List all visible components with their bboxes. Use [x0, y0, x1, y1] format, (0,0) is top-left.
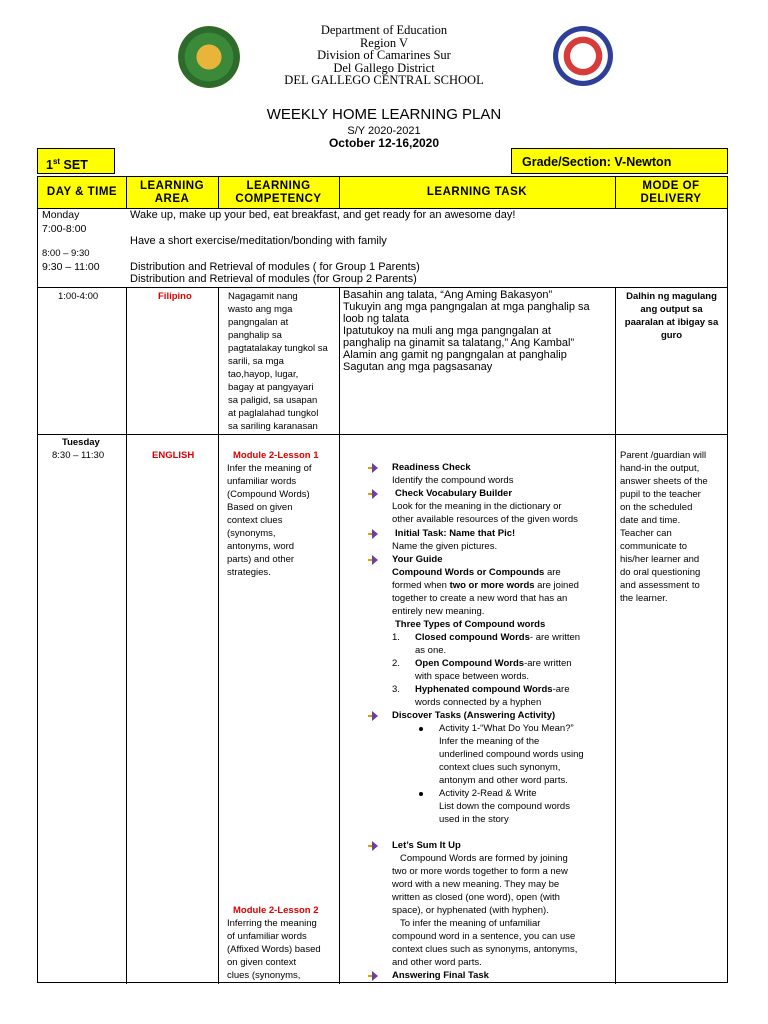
- delivery-line: communicate to: [620, 541, 688, 552]
- competency-line: Infer the meaning of: [227, 463, 312, 474]
- competency-line: pagtatalakay tungkol sa: [228, 343, 328, 354]
- competency-line: sa paligid, sa usapan: [228, 395, 318, 406]
- col-header-learning-task: LEARNING TASK: [426, 186, 528, 198]
- set-label-box: [37, 148, 115, 174]
- col-divider: [218, 177, 219, 208]
- col-header-mode-of-delivery: MODE OF DELIVERY: [640, 179, 702, 205]
- delivery-line: Parent /guardian will: [620, 450, 707, 461]
- competency-line: (Affixed Words) based: [227, 944, 321, 955]
- task-your-guide: Your Guide: [392, 554, 443, 565]
- col-divider: [218, 287, 219, 984]
- row-divider: [38, 287, 727, 288]
- delivery-line: Dalhin ng magulang: [626, 291, 717, 302]
- task-sum-line-6: To infer the meaning of unfamiliar: [400, 918, 541, 929]
- arrow-bullet-icon: [368, 463, 378, 473]
- competency-line: sarili, sa mga: [228, 356, 284, 367]
- competency-line: strategies.: [227, 567, 271, 578]
- set-word: SET: [60, 158, 88, 173]
- task-vocabulary-sub-1: Look for the meaning in the dictionary or: [392, 501, 562, 512]
- filipino-time: 1:00-4:00: [58, 291, 99, 302]
- competency-line: (synonyms,: [227, 528, 276, 539]
- learning-plan-table: [37, 176, 728, 983]
- monday-task-2: Have a short exercise/meditation/bonding with family: [130, 235, 387, 247]
- school-year: S/Y 2020-2021: [347, 125, 421, 137]
- num-1: 1.: [392, 632, 400, 643]
- task-line: Ipatutukoy na muli ang mga pangngalan at: [343, 325, 551, 337]
- tuesday-competency-2: [227, 917, 321, 982]
- tuesday-module-2: Module 2-Lesson 2: [233, 905, 319, 916]
- delivery-line: pupil to the teacher: [620, 489, 701, 500]
- task-activity-2: Activity 2-Read & Write: [439, 788, 537, 799]
- task-final: Answering Final Task: [392, 970, 489, 981]
- dot-bullet-icon: [419, 792, 423, 796]
- col-header-day-time: DAY & TIME: [46, 186, 118, 198]
- task-discover: Discover Tasks (Answering Activity): [392, 710, 556, 721]
- guide-text: are: [544, 567, 561, 578]
- filipino-area: Filipino: [158, 291, 192, 302]
- task-vocabulary-sub-2: other available resources of the given words: [392, 514, 578, 525]
- task-sum-line-2: two or more words together to form a new: [392, 866, 568, 877]
- monday-time-3: 9:30 – 11:00: [42, 261, 100, 273]
- num-2: 2.: [392, 658, 400, 669]
- competency-line: panghalip sa: [228, 330, 282, 341]
- competency-line: Based on given: [227, 502, 293, 513]
- task-three-types: Three Types of Compound words: [395, 619, 546, 630]
- task-sum-line-3: word with a new meaning. They may be: [392, 879, 560, 890]
- page-title: WEEKLY HOME LEARNING PLAN: [266, 106, 502, 123]
- competency-line: unfamiliar words: [227, 476, 297, 487]
- task-readiness-sub: Identify the compound words: [392, 475, 514, 486]
- task-closed-line-2: as one.: [415, 645, 447, 656]
- delivery-line: the learner.: [620, 593, 668, 604]
- task-initial: Initial Task: Name that Pic!: [395, 528, 516, 539]
- col-divider: [126, 177, 127, 208]
- task-sum-line-9: and other word parts.: [392, 957, 482, 968]
- delivery-line: his/her learner and: [620, 554, 700, 565]
- monday-task-4: Distribution and Retrieval of modules (for Group 2 Parents): [130, 273, 417, 285]
- task-sum-line-8: context clues such as synonyms, antonyms,: [392, 944, 578, 955]
- delivery-line: on the scheduled: [620, 502, 693, 513]
- task-initial-sub: Name the given pictures.: [392, 541, 498, 552]
- open-text: -are written: [524, 658, 572, 669]
- hyph-text: -are: [552, 684, 570, 695]
- arrow-bullet-icon: [368, 841, 378, 851]
- competency-line: pangngalan at: [228, 317, 289, 328]
- task-guide-line-3: together to create a new word that has an: [392, 593, 568, 604]
- competency-line: antonyms, word: [227, 541, 295, 552]
- task-sum-it-up: Let’s Sum It Up: [392, 840, 461, 851]
- competency-line: Nagagamit nang: [228, 291, 298, 302]
- task-sum-line-5: space), or hyphenated (with hyphen).: [392, 905, 549, 916]
- delivery-line: answer sheets of the: [620, 476, 708, 487]
- arrow-bullet-icon: [368, 529, 378, 539]
- arrow-bullet-icon: [368, 711, 378, 721]
- closed-text: - are written: [529, 632, 581, 643]
- task-activity-1: Activity 1-“What Do You Mean?”: [439, 723, 574, 734]
- col-header-learning-area: LEARNING AREA: [139, 179, 205, 205]
- col-divider: [615, 287, 616, 984]
- task-guide-line-2: [392, 579, 579, 592]
- filipino-competency: [228, 290, 328, 433]
- task-activity-1-line-3: underlined compound words using: [439, 749, 584, 760]
- arrow-bullet-icon: [368, 555, 378, 565]
- delivery-line: guro: [660, 330, 683, 341]
- task-line: Alamin ang gamit ng pangngalan at panghalip: [343, 349, 567, 361]
- task-hyphenated-line-2: words connected by a hyphen: [415, 697, 542, 708]
- set-number: 1: [46, 158, 53, 173]
- col-divider: [615, 177, 616, 208]
- grade-section-box: Grade/Section: V-Newton: [511, 148, 728, 174]
- set-suffix: st: [52, 157, 61, 166]
- task-activity-1-line-2: Infer the meaning of the: [439, 736, 540, 747]
- open-term: Open Compound Words: [415, 658, 525, 669]
- letterhead: [0, 24, 768, 87]
- competency-line: of unfamiliar words: [227, 931, 307, 942]
- task-hyphenated-compound: [415, 683, 570, 696]
- delivery-line: date and time.: [620, 515, 681, 526]
- competency-line: context clues: [227, 515, 283, 526]
- task-open-compound: [415, 657, 572, 670]
- task-line: Sagutan ang mga pagsasanay: [343, 361, 493, 373]
- monday-task-3: Distribution and Retrieval of modules ( for Group 1 Parents): [130, 261, 420, 273]
- delivery-line: ang output sa: [640, 304, 703, 315]
- monday-day: Monday: [42, 209, 80, 221]
- task-line: loob ng talata: [343, 313, 410, 325]
- task-readiness-check: Readiness Check: [392, 462, 471, 473]
- letterhead-division: Division of Camarines Sur: [317, 48, 451, 62]
- competency-line: parts) and other: [227, 554, 295, 565]
- guide-text: formed when: [392, 580, 450, 591]
- row-divider: [38, 434, 727, 435]
- monday-time-1: 7:00-8:00: [42, 223, 87, 235]
- task-guide-line-4: entirely new meaning.: [392, 606, 485, 617]
- task-activity-1-line-5: antonym and other word parts.: [439, 775, 568, 786]
- col-header-learning-competency: LEARNING COMPETENCY: [235, 179, 322, 205]
- guide-term: Compound Words or Compounds: [392, 567, 545, 578]
- competency-line: on given context: [227, 957, 297, 968]
- guide-text: are joined: [534, 580, 579, 591]
- hyph-term: Hyphenated compound Words: [415, 684, 553, 695]
- competency-line: bagay at pangyayari: [228, 382, 314, 393]
- task-line: Tukuyin ang mga pangngalan at mga panghalip sa: [343, 301, 590, 313]
- tuesday-competency-1: [227, 462, 312, 579]
- tuesday-time: 8:30 – 11:30: [52, 450, 105, 461]
- task-sum-line-4: written as closed (one word), open (with: [392, 892, 560, 903]
- task-guide-line-1: [392, 566, 561, 579]
- letterhead-school: DEL GALLEGO CENTRAL SCHOOL: [284, 73, 484, 87]
- tuesday-area: ENGLISH: [152, 450, 195, 461]
- competency-line: Inferring the meaning: [227, 918, 317, 929]
- table-header-row: [38, 177, 727, 208]
- dot-bullet-icon: [419, 727, 423, 731]
- delivery-line: and assessment to: [620, 580, 700, 591]
- competency-line: at paglalahad tungkol: [228, 408, 319, 419]
- task-vocabulary-builder: Check Vocabulary Builder: [395, 488, 513, 499]
- col-divider: [126, 287, 127, 984]
- tuesday-delivery: [620, 449, 708, 605]
- col-divider: [339, 177, 340, 208]
- guide-term: two or more words: [449, 580, 535, 591]
- task-sum-line-7: compound word in a sentence, you can use: [392, 931, 576, 942]
- task-line: Basahin ang talata, “Ang Aming Bakasyon”: [343, 289, 553, 301]
- arrow-bullet-icon: [368, 489, 378, 499]
- arrow-bullet-icon: [368, 971, 378, 981]
- tuesday-day: Tuesday: [62, 437, 100, 448]
- num-3: 3.: [392, 684, 400, 695]
- filipino-delivery: [616, 290, 727, 342]
- tuesday-module-1: Module 2-Lesson 1: [233, 450, 319, 461]
- monday-task-1: Wake up, make up your bed, eat breakfast, and get ready for an awesome day!: [130, 209, 516, 221]
- letterhead-department: Department of Education: [320, 23, 448, 37]
- delivery-line: do oral questioning: [620, 567, 701, 578]
- letterhead-region: Region V: [359, 35, 409, 50]
- task-line: panghalip na ginamit sa talatang,” Ang Kambal”: [343, 337, 575, 349]
- delivery-line: paaralan at ibigay sa: [624, 317, 719, 328]
- delivery-line: hand-in the output,: [620, 463, 700, 474]
- competency-line: wasto ang mga: [228, 304, 293, 315]
- task-activity-2-line-3: used in the story: [439, 814, 509, 825]
- col-divider: [339, 287, 340, 984]
- filipino-tasks: [343, 289, 590, 373]
- competency-line: clues (synonyms,: [227, 970, 301, 981]
- task-sum-line-1: Compound Words are formed by joining: [400, 853, 568, 864]
- competency-line: tao,hayop, lugar,: [228, 369, 299, 380]
- delivery-line: Teacher can: [620, 528, 672, 539]
- letterhead-district: Del Gallego District: [333, 60, 435, 75]
- task-open-line-2: with space between words.: [415, 671, 530, 682]
- closed-term: Closed compound Words: [415, 632, 530, 643]
- competency-line: (Compound Words): [227, 489, 310, 500]
- task-activity-1-line-4: context clues such synonym,: [439, 762, 561, 773]
- competency-line: sa sariling karanasan: [228, 421, 318, 432]
- task-closed-compound: [415, 631, 580, 644]
- monday-time-2: 8:00 – 9:30: [42, 248, 90, 259]
- task-activity-2-line-2: List down the compound words: [439, 801, 570, 812]
- week-dates: October 12-16,2020: [328, 136, 440, 150]
